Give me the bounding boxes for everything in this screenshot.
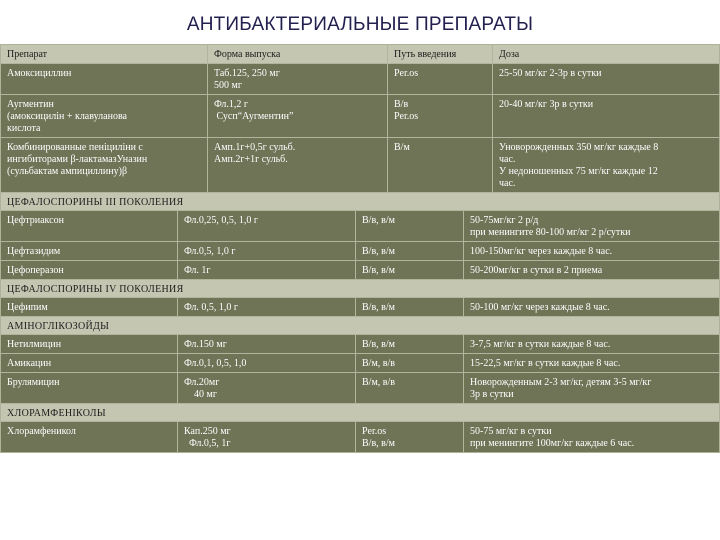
cell-line: при менингите 80-100 мг/кг 2 р/сутки bbox=[470, 227, 631, 238]
cell-line: В/в bbox=[394, 99, 409, 110]
cell-drug bbox=[1, 422, 177, 452]
cell-form bbox=[207, 64, 387, 94]
cell-line: Аугментин bbox=[7, 99, 54, 110]
cell-route bbox=[355, 335, 463, 353]
cell-dose bbox=[463, 242, 719, 260]
cell-drug bbox=[1, 211, 177, 241]
header-dose: Доза bbox=[492, 45, 719, 63]
cell-line: Per.os bbox=[394, 111, 419, 122]
table-row bbox=[1, 421, 719, 452]
cell-drug bbox=[1, 242, 177, 260]
section-title: ЦЕФАЛОСПОРИНЫ ІV ПОКОЛЕНИЯ bbox=[7, 284, 184, 295]
cell-line: В/в, в/м bbox=[362, 302, 395, 313]
cell-drug bbox=[1, 298, 177, 316]
cell-line: (амоксицилін + клавуланова bbox=[7, 111, 127, 122]
cell-dose bbox=[492, 95, 719, 137]
cell-drug bbox=[1, 335, 177, 353]
cell-route bbox=[387, 64, 492, 94]
cell-form bbox=[177, 335, 355, 353]
cell-line: кислота bbox=[7, 123, 41, 134]
cell-line: Кап.250 мг bbox=[184, 426, 231, 437]
header-route: Путь введения bbox=[387, 45, 492, 63]
table-row bbox=[1, 372, 719, 403]
cell-line: 50-200мг/кг в сутки в 2 приема bbox=[470, 265, 603, 276]
cell-line: Фл.0,5, 1г bbox=[184, 438, 231, 449]
cell-line: Цефоперазон bbox=[7, 265, 64, 276]
table-row bbox=[1, 63, 719, 94]
cell-line: 50-100 мг/кг через каждые 8 час. bbox=[470, 302, 610, 313]
cell-line: Таб.125, 250 мг bbox=[214, 68, 280, 79]
cell-drug bbox=[1, 64, 207, 94]
cell-form bbox=[177, 298, 355, 316]
cell-line: 3-7,5 мг/кг в сутки каждые 8 час. bbox=[470, 339, 611, 350]
cell-line: В/м, в/в bbox=[362, 358, 395, 369]
cell-line: Цефипим bbox=[7, 302, 48, 313]
cell-line: Фл.20мг bbox=[184, 377, 220, 388]
cell-line: Per.os bbox=[362, 426, 387, 437]
cell-route bbox=[387, 95, 492, 137]
cell-line: Сусп“Аугментин” bbox=[214, 111, 294, 122]
cell-dose bbox=[492, 64, 719, 94]
cell-route bbox=[355, 261, 463, 279]
cell-dose bbox=[463, 298, 719, 316]
cell-line: Амоксициллин bbox=[7, 68, 72, 79]
drug-table bbox=[0, 44, 720, 453]
cell-line: 50-75мг/кг 2 р/д bbox=[470, 215, 539, 226]
cell-dose bbox=[463, 261, 719, 279]
cell-route bbox=[355, 242, 463, 260]
section-header bbox=[1, 192, 719, 210]
cell-line: 25-50 мг/кг 2-3р в сутки bbox=[499, 68, 602, 79]
cell-line: 3р в сутки bbox=[470, 389, 514, 400]
page-title: АНТИБАКТЕРИАЛЬНЫЕ ПРЕПАРАТЫ bbox=[186, 14, 534, 35]
cell-dose bbox=[463, 373, 719, 403]
cell-form bbox=[207, 95, 387, 137]
cell-line: В/в, в/м bbox=[362, 246, 395, 257]
cell-line: при менингите 100мг/кг каждые 6 час. bbox=[470, 438, 635, 449]
cell-line: Амп.1г+0,5г сульб. bbox=[214, 142, 296, 153]
cell-line: Фл.0,5, 1,0 г bbox=[184, 246, 236, 257]
cell-drug bbox=[1, 138, 207, 192]
cell-route bbox=[355, 422, 463, 452]
cell-line: Новорожденным 2-3 мг/кг, детям 3-5 мг/кг bbox=[470, 377, 652, 388]
cell-line: Цефтазидим bbox=[7, 246, 61, 257]
cell-line: Хлорамфеникол bbox=[7, 426, 76, 437]
section-title: АМІНОГЛІКОЗОЙДЫ bbox=[7, 321, 110, 332]
table-row bbox=[1, 353, 719, 372]
cell-line: Фл.0,1, 0,5, 1,0 bbox=[184, 358, 247, 369]
cell-form bbox=[177, 242, 355, 260]
cell-line: 500 мг bbox=[214, 80, 242, 91]
cell-line: В/м bbox=[394, 142, 410, 153]
cell-route bbox=[355, 211, 463, 241]
section-title: ЦЕФАЛОСПОРИНЫ ІІІ ПОКОЛЕНИЯ bbox=[7, 197, 184, 208]
cell-route bbox=[355, 298, 463, 316]
cell-line: Уноворожденных 350 мг/кг каждые 8 bbox=[499, 142, 659, 153]
cell-line: 40 мг bbox=[184, 389, 217, 400]
cell-dose bbox=[492, 138, 719, 192]
cell-line: Комбинированные пеніциліни с bbox=[7, 142, 143, 153]
cell-line: Per.os bbox=[394, 68, 419, 79]
cell-line: 15-22,5 мг/кг в сутки каждые 8 час. bbox=[470, 358, 621, 369]
cell-line: Нетилмицин bbox=[7, 339, 62, 350]
header-form: Форма выпуска bbox=[207, 45, 387, 63]
section-header bbox=[1, 316, 719, 334]
cell-line: ингибиторами β-лактамазУназин bbox=[7, 154, 148, 165]
table-row bbox=[1, 94, 719, 137]
cell-line: Фл. 1г bbox=[184, 265, 211, 276]
section-title: ХЛОРАМФЕНІКОЛЫ bbox=[7, 408, 106, 419]
header-drug: Препарат bbox=[7, 49, 47, 60]
table-row bbox=[1, 260, 719, 279]
cell-line: В/в, в/м bbox=[362, 215, 395, 226]
cell-form bbox=[207, 138, 387, 192]
cell-dose bbox=[463, 422, 719, 452]
cell-line: час. bbox=[499, 154, 516, 165]
cell-drug bbox=[1, 95, 207, 137]
cell-line: Фл.0,25, 0,5, 1,0 г bbox=[184, 215, 258, 226]
table-row bbox=[1, 137, 719, 192]
cell-line: час. bbox=[499, 178, 516, 189]
cell-line: Брулямицин bbox=[7, 377, 60, 388]
cell-line: В/в, в/м bbox=[362, 438, 395, 449]
cell-dose bbox=[463, 335, 719, 353]
cell-line: Амп.2г+1г сульб. bbox=[214, 154, 288, 165]
cell-line: В/в, в/м bbox=[362, 265, 395, 276]
table-header-row bbox=[1, 45, 719, 63]
cell-line: 50-75 мг/кг в сутки bbox=[470, 426, 552, 437]
cell-drug bbox=[1, 373, 177, 403]
table-row bbox=[1, 241, 719, 260]
cell-route bbox=[387, 138, 492, 192]
cell-route bbox=[355, 373, 463, 403]
cell-line: Фл.1,2 г bbox=[214, 99, 248, 110]
cell-form bbox=[177, 354, 355, 372]
cell-dose bbox=[463, 354, 719, 372]
table-row bbox=[1, 334, 719, 353]
cell-form bbox=[177, 261, 355, 279]
section-header bbox=[1, 403, 719, 421]
cell-line: Фл.150 мг bbox=[184, 339, 227, 350]
cell-drug bbox=[1, 354, 177, 372]
cell-form bbox=[177, 211, 355, 241]
cell-drug bbox=[1, 261, 177, 279]
cell-line: В/м, в/в bbox=[362, 377, 395, 388]
cell-line: 100-150мг/кг через каждые 8 час. bbox=[470, 246, 613, 257]
cell-line: Цефтриаксон bbox=[7, 215, 64, 226]
section-header bbox=[1, 279, 719, 297]
cell-dose bbox=[463, 211, 719, 241]
cell-line: Амикацин bbox=[7, 358, 52, 369]
cell-line: У недоношенных 75 мг/кг каждые 12 bbox=[499, 166, 658, 177]
cell-form bbox=[177, 422, 355, 452]
cell-form bbox=[177, 373, 355, 403]
table-row bbox=[1, 297, 719, 316]
cell-route bbox=[355, 354, 463, 372]
cell-line: В/в, в/м bbox=[362, 339, 395, 350]
cell-line: Фл. 0,5, 1,0 г bbox=[184, 302, 238, 313]
cell-line: (сульбактам ампициллину)β bbox=[7, 166, 128, 177]
cell-line: 20-40 мг/кг 3р в сутки bbox=[499, 99, 594, 110]
table-row bbox=[1, 210, 719, 241]
